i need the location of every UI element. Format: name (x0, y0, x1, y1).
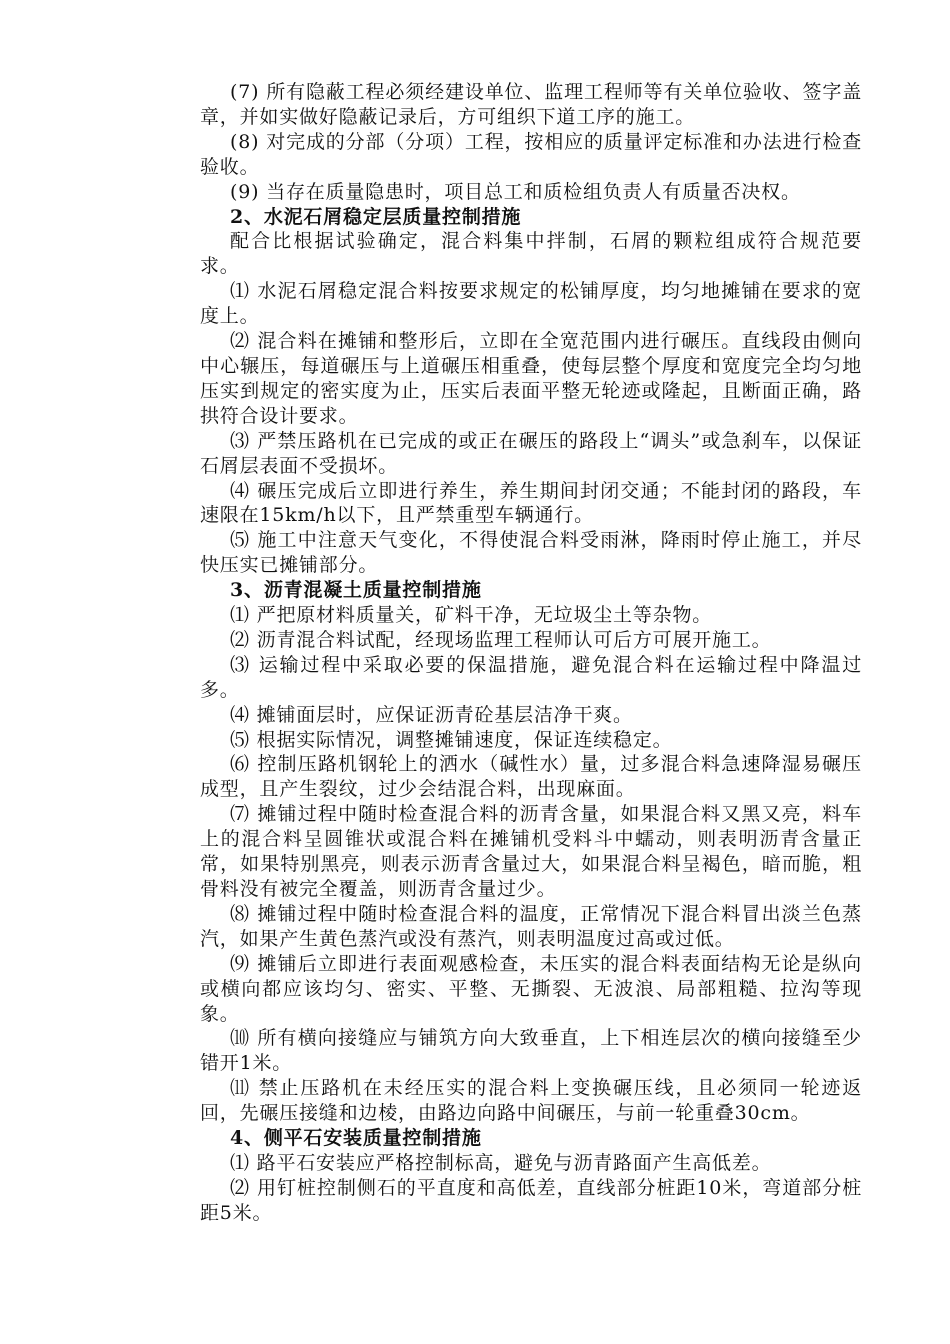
paragraph-3-2: ⑵ 沥青混合料试配，经现场监理工程师认可后方可展开施工。 (230, 628, 772, 651)
section-heading-4: 4、侧平石安装质量控制措施 (230, 1127, 482, 1150)
paragraph-3-10: ⑽ 所有横向接缝应与铺筑方向大致垂直，上下相连层次的横向接缝至少错开1米。 (200, 1027, 862, 1075)
document-body (200, 80, 862, 1226)
paragraph-2-3: ⑶ 严禁压路机在已完成的或正在碾压的路段上“调头”或急刹车，以保证石屑层表面不受损坏。 (200, 429, 862, 477)
paragraph-2-2: ⑵ 混合料在摊铺和整形后，立即在全宽范围内进行碾压。直线段由侧向中心辗压，每道碾压与上道碾压相重叠，使每层整个厚度和宽度完全均匀地压实到规定的密实度为止，压实后表面平整无轮迹或隆起，且断面正确，路拱符合设计要求。 (200, 330, 862, 427)
paragraph-intro-2: 配合比根据试验确定，混合料集中拌制，石屑的颗粒组成符合规范要求。 (200, 230, 862, 278)
paragraph-3-4: ⑷ 摊铺面层时，应保证沥青砼基层洁净干爽。 (230, 703, 633, 726)
paragraph-3-7: ⑺ 摊铺过程中随时检查混合料的沥青含量，如果混合料又黑又亮，料车上的混合料呈圆锥状或混合料在摊铺机受料斗中蠕动，则表明沥青含量正常，如果特别黑亮，则表示沥青含量过大，如果混合料呈褐色，暗而脆，粗骨料没有被完全覆盖，则沥青含量过少。 (200, 803, 862, 900)
paragraph-2-5: ⑸ 施工中注意天气变化，不得使混合料受雨淋，降雨时停止施工，并尽快压实已摊铺部分。 (200, 529, 862, 577)
paragraph-4-1: ⑴ 路平石安装应严格控制标高，避免与沥青路面产生高低差。 (230, 1151, 772, 1174)
paragraph-3-9: ⑼ 摊铺后立即进行表面观感检查，未压实的混合料表面结构无论是纵向或横向都应该均匀、密实、平整、无撕裂、无波浪、局部粗糙、拉沟等现象。 (200, 952, 862, 1025)
paragraph-3-1: ⑴ 严把原材料质量关，矿料干净，无垃圾尘土等杂物。 (230, 604, 713, 627)
paragraph-3-8: ⑻ 摊铺过程中随时检查混合料的温度，正常情况下混合料冒出淡兰色蒸汽，如果产生黄色蒸汽或没有蒸汽，则表明温度过高或过低。 (200, 902, 862, 950)
paragraph-item-7: (7) 所有隐蔽工程必须经建设单位、监理工程师等有关单位验收、签字盖章，并如实做好隐蔽记录后，方可组织下道工序的施工。 (200, 81, 862, 128)
paragraph-3-5: ⑸ 根据实际情况，调整摊铺速度，保证连续稳定。 (230, 728, 673, 751)
section-heading-2: 2、水泥石屑稳定层质量控制措施 (230, 205, 522, 228)
paragraph-4-2: ⑵ 用钉桩控制侧石的平直度和高低差，直线部分桩距10米，弯道部分桩距5米。 (200, 1176, 862, 1224)
paragraph-item-9: (9) 当存在质量隐患时，项目总工和质检组负责人有质量否决权。 (230, 180, 801, 203)
paragraph-3-11: ⑾ 禁止压路机在未经压实的混合料上变换碾压线，且必须同一轮迹返回，先碾压接缝和边棱，由路边向路中间碾压，与前一轮重叠30cm。 (200, 1077, 862, 1125)
paragraph-2-1: ⑴ 水泥石屑稳定混合料按要求规定的松铺厚度，均匀地摊铺在要求的宽度上。 (200, 280, 862, 328)
paragraph-3-3: ⑶ 运输过程中采取必要的保温措施，避免混合料在运输过程中降温过多。 (200, 653, 862, 701)
paragraph-2-4: ⑷ 碾压完成后立即进行养生，养生期间封闭交通；不能封闭的路段，车速限在15km/h以下，且严禁重型车辆通行。 (200, 479, 862, 527)
paragraph-item-8: (8) 对完成的分部（分项）工程，按相应的质量评定标准和办法进行检查验收。 (200, 130, 862, 178)
paragraph-3-6: ⑹ 控制压路机钢轮上的洒水（碱性水）量，过多混合料急速降湿易碾压成型，且产生裂纹，过少会结混合料，出现麻面。 (200, 753, 862, 801)
section-heading-3: 3、沥青混凝土质量控制措施 (230, 579, 482, 602)
